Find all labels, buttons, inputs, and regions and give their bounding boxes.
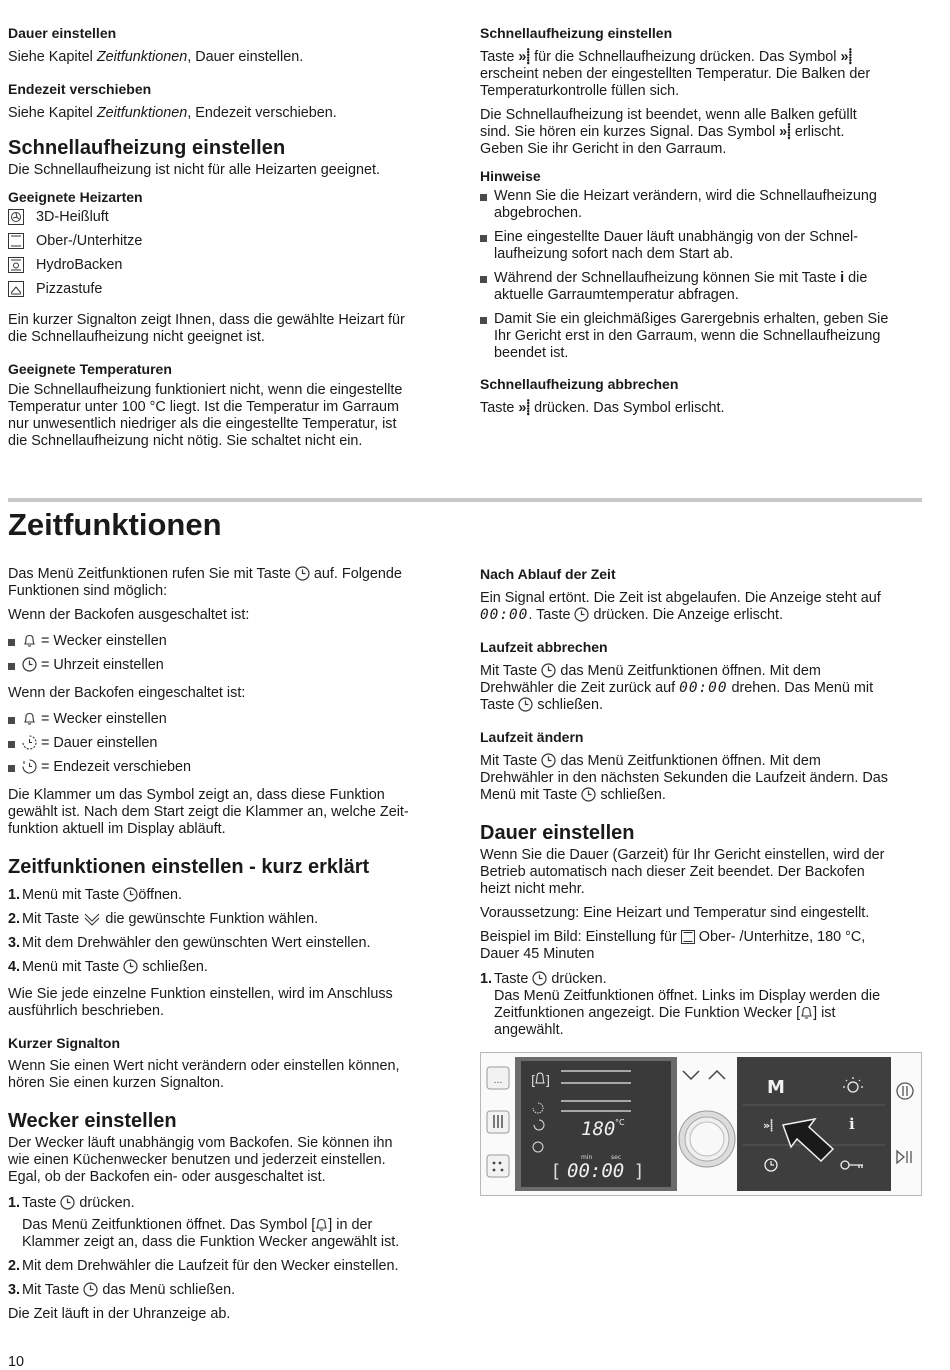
double-chevron-down-icon <box>83 912 101 926</box>
text: Mit Taste <box>22 1282 80 1298</box>
step-item <box>8 1195 453 1212</box>
line: Geben Sie ihr Gericht in den Garraum. <box>480 141 727 157</box>
line <box>480 49 920 66</box>
line: Dauer 45 Minuten <box>480 946 595 962</box>
line: laufheizung sofort nach dem Start ab. <box>494 246 734 262</box>
line: die Schnellaufheizung nicht geeignet ist. <box>8 329 265 345</box>
para-laufand <box>480 753 920 804</box>
list-item <box>480 311 920 362</box>
line <box>480 787 920 804</box>
step-detail <box>480 988 920 1039</box>
line: beendet ist. <box>494 345 569 361</box>
heading-dauer: Dauer einstellen <box>8 25 117 41</box>
heizart-item <box>8 229 453 253</box>
text: . Taste <box>528 607 571 623</box>
text: Zeitfunktionen angezeigt. Die Funktion Wecker [ <box>494 1005 801 1021</box>
text: schließen. <box>600 787 666 803</box>
step-number: 1. <box>8 887 21 903</box>
list-item <box>8 633 453 657</box>
line: hören Sie einen kurzen Signalton. <box>8 1075 225 1091</box>
text: für die Schnellaufheizung drücken. Das Symbol <box>534 49 837 65</box>
step-number: 2. <box>8 1258 21 1274</box>
label: 3D-Heißluft <box>36 209 109 225</box>
text: Mit Taste <box>480 753 538 769</box>
clock-icon <box>123 959 138 974</box>
line: Die Schnellaufheizung funktioniert nicht, wenn die eingestellte <box>8 382 403 398</box>
heading-hinweise: Hinweise <box>480 168 541 184</box>
steps-kurz <box>8 883 453 979</box>
text: erlischt. <box>794 124 845 140</box>
line: Temperatur unter 100 °C liegt. Ist die Temperatur im Garraum <box>8 399 399 415</box>
heading-laufzeit-aendern: Laufzeit ändern <box>480 729 584 745</box>
text: Das Menü Zeitfunktionen rufen Sie mit Taste <box>8 566 291 582</box>
text: Beispiel im Bild: Einstellung für <box>480 929 677 945</box>
svg-text:[: [ <box>531 1074 537 1089</box>
end-time-icon <box>22 759 37 774</box>
line: Wenn Sie die Heizart verändern, wird die Schnellaufheizung <box>494 188 877 204</box>
heizart-item <box>8 277 453 301</box>
step-number: 3. <box>8 1282 21 1298</box>
svg-text:»⸽: »⸽ <box>763 1119 773 1132</box>
oven-control-panel-illustration <box>480 1052 922 1196</box>
line: Betrieb automatisch nach dieser Zeit beendet. Der Backofen <box>480 864 865 880</box>
line <box>480 697 920 714</box>
bell-icon <box>22 633 37 648</box>
aus-list <box>8 633 453 681</box>
para-ablauf <box>480 590 920 624</box>
step-item <box>8 955 453 979</box>
para-abbrechen <box>480 400 920 417</box>
heading-temperaturen: Geeignete Temperaturen <box>8 361 172 377</box>
text-italic: Zeitfunktionen <box>96 49 188 65</box>
line: erscheint neben der eingestellten Temperatur. Die Balken der <box>480 66 871 82</box>
text: = Dauer einstellen <box>41 735 158 751</box>
line: Die Klammer um das Symbol zeigt an, dass diese Funktion <box>8 787 385 803</box>
fan-icon <box>8 209 24 225</box>
line: Ein kurzer Signalton zeigt Ihnen, dass die gewählte Heizart für <box>8 312 405 328</box>
text: Drehwähler die Zeit zurück auf <box>480 680 676 696</box>
label: HydroBacken <box>36 257 123 273</box>
right-bottom-column <box>480 566 920 1039</box>
clock-icon <box>83 1282 98 1297</box>
line: aktuelle Garraumtemperatur abfragen. <box>494 287 739 303</box>
clock-icon <box>22 657 37 672</box>
para-schnell-2 <box>480 107 920 158</box>
line <box>480 663 920 680</box>
text: , Dauer einstellen. <box>187 49 304 65</box>
text: ] in der <box>328 1217 373 1233</box>
bullet <box>480 194 487 201</box>
text: Taste <box>480 49 515 65</box>
line <box>494 1005 920 1022</box>
bullet <box>8 663 15 670</box>
heading-kurz-erklaert: Zeitfunktionen einstellen - kurz erklärt <box>8 856 370 878</box>
text: das Menü Zeitfunktionen öffnen. Mit dem <box>560 753 821 769</box>
fast-heat-icon: »⸽ <box>779 124 791 140</box>
text: schließen. <box>537 697 603 713</box>
text: Menü mit Taste <box>480 787 578 803</box>
top-bottom-heat-icon <box>8 233 24 249</box>
section-divider <box>8 498 922 502</box>
para-aus: Wenn der Backofen ausgeschaltet ist: <box>8 607 250 623</box>
line: Egal, ob der Backofen ein- oder ausgeschaltet ist. <box>8 1169 326 1185</box>
text: Mit dem Drehwähler die Laufzeit für den Wecker einstellen. <box>22 1258 399 1274</box>
para-dauer <box>480 847 920 898</box>
bullet <box>8 765 15 772</box>
list-item <box>8 759 453 783</box>
text: auf. Folgende <box>313 566 402 582</box>
para-schnell: Die Schnellaufheizung ist nicht für alle Heizarten geeignet. <box>8 162 380 178</box>
line: die Schnellaufheizung nicht nötig. Sie schaltet nicht ein. <box>8 433 363 449</box>
text-italic: Zeitfunktionen <box>96 105 188 121</box>
clock-icon <box>60 1195 75 1210</box>
para-signal <box>8 312 453 346</box>
para-laufab <box>480 663 920 714</box>
bullet <box>480 276 487 283</box>
line: angewählt. <box>494 1022 564 1038</box>
steps-dauer <box>480 971 920 1039</box>
text: Siehe Kapitel <box>8 105 97 121</box>
heading-schnell-einstellen: Schnellaufheizung einstellen <box>480 25 673 41</box>
list-item <box>480 270 920 304</box>
label: Pizzastufe <box>36 281 103 297</box>
line: nur unwesentlich niedriger als die eingestellte Temperatur, ist <box>8 416 397 432</box>
line: Wenn Sie einen Wert nicht verändern oder einstellen können, <box>8 1058 400 1074</box>
list-item <box>8 657 453 681</box>
svg-text:M: M <box>767 1077 785 1098</box>
line: Eine eingestellte Dauer läuft unabhängig von der Schnel- <box>494 229 859 245</box>
heizarten-list <box>8 205 453 301</box>
line: Temperaturkontrolle füllen sich. <box>480 83 680 99</box>
text: öffnen. <box>138 887 183 903</box>
heading-wecker: Wecker einstellen <box>8 1110 177 1132</box>
clock-icon <box>295 566 310 581</box>
text: Während der Schnellaufheizung können Sie mit Taste <box>494 270 837 286</box>
text: die <box>848 270 868 286</box>
step-number: 1. <box>480 971 493 987</box>
text: Siehe Kapitel <box>8 49 97 65</box>
display-sec-label: sec <box>611 1154 622 1161</box>
left-bottom-column <box>8 566 453 1323</box>
para-schnell-1 <box>480 49 920 100</box>
text: drücken. <box>79 1195 135 1211</box>
heading-ablauf: Nach Ablauf der Zeit <box>480 566 616 582</box>
heading-heizarten: Geeignete Heizarten <box>8 189 143 205</box>
svg-text:[: [ <box>553 1161 561 1182</box>
text: drücken. Das Symbol erlischt. <box>534 400 725 416</box>
step-number: 2. <box>8 911 21 927</box>
heizart-item <box>8 205 453 229</box>
line: gewählt ist. Nach dem Start zeigt die Klammer an, welche Zeit- <box>8 804 409 820</box>
text: = Wecker einstellen <box>41 711 167 727</box>
line: Ein Signal ertönt. Die Zeit ist abgelaufen. Die Anzeige steht auf <box>480 590 881 606</box>
text: Menü mit Taste <box>22 887 120 903</box>
text: = Endezeit verschieben <box>41 759 191 775</box>
list-item <box>480 229 920 263</box>
step-item <box>8 931 453 955</box>
pizza-icon <box>8 281 24 297</box>
hydro-icon <box>8 257 24 273</box>
text: drücken. <box>551 971 607 987</box>
step-number: 4. <box>8 959 21 975</box>
step-number: 1. <box>8 1195 21 1211</box>
line: Das Menü Zeitfunktionen öffnet. Links im Display werden die <box>494 988 881 1004</box>
text: Taste <box>480 400 515 416</box>
svg-text:]: ] <box>635 1161 643 1182</box>
bullet <box>480 235 487 242</box>
text: drücken. Die Anzeige erlischt. <box>593 607 784 623</box>
step-item <box>8 883 453 907</box>
step-item <box>8 1282 453 1299</box>
step-item <box>480 971 920 988</box>
clock-icon <box>581 787 596 802</box>
line: Funktionen sind möglich: <box>8 583 168 599</box>
heizart-item <box>8 253 453 277</box>
line: abgebrochen. <box>494 205 583 221</box>
svg-text:]: ] <box>545 1074 551 1089</box>
line: Ihr Gericht erst in den Garraum, wenn die Schnellaufheizung <box>494 328 881 344</box>
clock-icon <box>532 971 547 986</box>
line: ausführlich beschrieben. <box>8 1003 164 1019</box>
text: drehen. Das Menü mit <box>731 680 874 696</box>
para-signal <box>8 1058 453 1092</box>
right-top-column <box>480 25 920 417</box>
bullet <box>8 639 15 646</box>
text: Ober- /Unterhitze, 180 °C, <box>698 929 866 945</box>
text: Menü mit Taste <box>22 959 120 975</box>
line: Klammer zeigt an, dass die Funktion Wecker angewählt ist. <box>22 1234 400 1250</box>
line <box>22 1217 453 1234</box>
line <box>494 270 920 287</box>
page-title-zeitfunktionen: Zeitfunktionen <box>8 507 222 542</box>
step-number: 3. <box>8 935 21 951</box>
para-endezeit <box>8 105 453 122</box>
text: Mit Taste <box>480 663 538 679</box>
display-temp-unit: °C <box>615 1118 625 1127</box>
text: = Uhrzeit einstellen <box>41 657 164 673</box>
bell-icon <box>22 711 37 726</box>
step-item <box>8 907 453 931</box>
line: Die Schnellaufheizung ist beendet, wenn alle Balken gefüllt <box>480 107 857 123</box>
para-intro <box>8 566 453 600</box>
text: sind. Sie hören ein kurzes Signal. Das Symbol <box>480 124 776 140</box>
line: Wenn Sie die Dauer (Garzeit) für Ihr Gericht einstellen, wird der <box>480 847 885 863</box>
line <box>480 607 920 624</box>
text: Mit Taste <box>22 911 80 927</box>
text: schließen. <box>142 959 208 975</box>
step-item <box>8 1258 453 1275</box>
text: ] ist <box>813 1005 836 1021</box>
clock-icon <box>518 697 533 712</box>
text: das Menü schließen. <box>102 1282 236 1298</box>
list-item <box>480 188 920 222</box>
para-voraussetzung: Voraussetzung: Eine Heizart und Temperatur sind eingestellt. <box>480 905 870 921</box>
line: Drehwähler in den nächsten Sekunden die Laufzeit ändern. Das <box>480 770 889 786</box>
clock-icon <box>574 607 589 622</box>
bullet <box>480 317 487 324</box>
para-klammer <box>8 787 453 838</box>
heading-laufzeit-abbrechen: Laufzeit abbrechen <box>480 639 608 655</box>
line <box>480 753 920 770</box>
line <box>480 124 920 141</box>
svg-text:i: i <box>849 1115 855 1133</box>
text: Taste <box>494 971 529 987</box>
ein-list <box>8 711 453 783</box>
duration-icon <box>22 735 37 750</box>
text: , Endezeit verschieben. <box>187 105 337 121</box>
line: Damit Sie ein gleichmäßiges Garergebnis erhalten, geben Sie <box>494 311 889 327</box>
hinweise-list <box>480 188 920 362</box>
text: = Wecker einstellen <box>41 633 167 649</box>
line <box>480 680 920 697</box>
info-icon: i <box>840 270 845 286</box>
clock-icon <box>541 753 556 768</box>
para-jede <box>8 986 453 1020</box>
line: funktion aktuell im Display abläuft. <box>8 821 226 837</box>
list-item <box>8 735 453 759</box>
steps-wecker <box>8 1195 453 1299</box>
bullet <box>8 717 15 724</box>
left-top-column <box>8 25 453 450</box>
para-uhr: Die Zeit läuft in der Uhranzeige ab. <box>8 1306 231 1322</box>
display-time: 00:00 <box>480 607 529 623</box>
text: die gewünschte Funktion wählen. <box>105 911 319 927</box>
step-detail <box>8 1217 453 1251</box>
line: Wie Sie jede einzelne Funktion einstellen, wird im Anschluss <box>8 986 393 1002</box>
heading-schnellaufheizung: Schnellaufheizung einstellen <box>8 137 286 159</box>
text: Mit dem Drehwähler den gewünschten Wert einstellen. <box>22 935 371 951</box>
display-time: 00:00 <box>567 1160 625 1182</box>
text: Das Menü Zeitfunktionen öffnet. Das Symbol [ <box>22 1217 316 1233</box>
fast-heat-icon: »⸽ <box>518 49 531 65</box>
svg-text:…: … <box>493 1076 503 1086</box>
bell-icon <box>800 1005 813 1020</box>
list-item <box>8 711 453 735</box>
para-ein: Wenn der Backofen eingeschaltet ist: <box>8 685 246 701</box>
line <box>8 566 453 583</box>
clock-icon <box>541 663 556 678</box>
display-time: 00:00 <box>679 680 728 696</box>
page-number: 10 <box>8 1354 25 1370</box>
clock-icon <box>123 887 138 902</box>
para-beispiel <box>480 929 920 963</box>
touch-panel <box>737 1057 891 1191</box>
heading-kurzer-signalton: Kurzer Signalton <box>8 1035 121 1051</box>
top-bottom-heat-icon <box>681 930 695 944</box>
para-wecker <box>8 1135 453 1186</box>
heading-endezeit: Endezeit verschieben <box>8 81 152 97</box>
heading-abbrechen: Schnellaufheizung abbrechen <box>480 376 679 392</box>
heading-dauer-einstellen: Dauer einstellen <box>480 822 635 844</box>
bell-icon <box>315 1217 328 1232</box>
line: Der Wecker läuft unabhängig vom Backofen. Sie können ihn <box>8 1135 393 1151</box>
line <box>480 929 920 946</box>
label: Ober-/Unterhitze <box>36 233 143 249</box>
text: Taste <box>22 1195 57 1211</box>
fast-heat-icon: »⸽ <box>840 49 853 65</box>
text: Taste <box>480 697 515 713</box>
line: heizt nicht mehr. <box>480 881 585 897</box>
panel-drawing <box>481 1053 923 1197</box>
display-temperature: 180 <box>581 1118 616 1140</box>
text: das Menü Zeitfunktionen öffnen. Mit dem <box>560 663 821 679</box>
display-min-label: min <box>581 1154 593 1161</box>
para-temp <box>8 382 453 450</box>
line: wie einen Küchenwecker benutzen und jederzeit einstellen. <box>8 1152 386 1168</box>
para-dauer <box>8 49 453 66</box>
fast-heat-icon: »⸽ <box>518 400 531 416</box>
bullet <box>8 741 15 748</box>
